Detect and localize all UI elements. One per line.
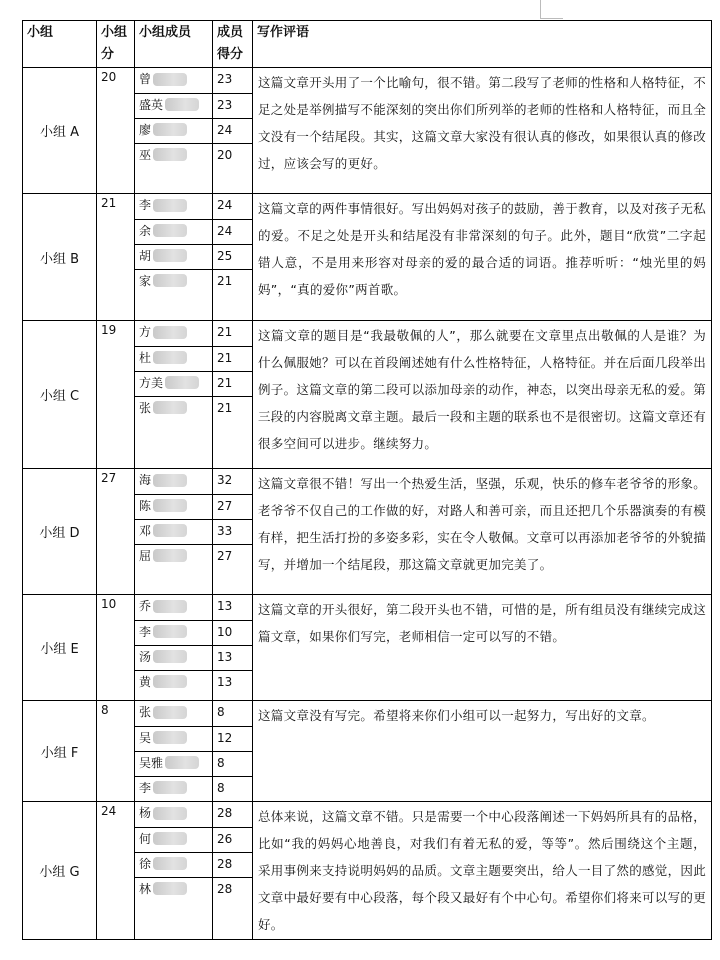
member-name-text: 杜 bbox=[139, 350, 152, 365]
member-score: 8 bbox=[217, 705, 225, 719]
comment-cell bbox=[253, 68, 712, 194]
member-name-text: 邓 bbox=[139, 523, 152, 538]
member-name-text: 吴 bbox=[139, 730, 152, 745]
evaluation-table bbox=[22, 20, 712, 940]
member-score: 32 bbox=[217, 473, 233, 487]
member-name bbox=[135, 94, 212, 116]
member-name-text: 林 bbox=[139, 881, 152, 896]
member-score: 8 bbox=[217, 755, 225, 770]
redaction-blur bbox=[153, 326, 187, 339]
redaction-blur bbox=[153, 549, 187, 562]
comment-cell bbox=[253, 194, 712, 321]
member-name-text: 李 bbox=[139, 198, 152, 212]
member-name-text: 方 bbox=[139, 325, 152, 339]
group-name: 小组 B bbox=[23, 194, 97, 321]
member-name bbox=[135, 245, 212, 267]
member-list bbox=[135, 68, 213, 194]
member-list bbox=[135, 469, 213, 595]
comment-cell bbox=[253, 321, 712, 469]
member-score: 25 bbox=[217, 248, 233, 263]
member-score: 10 bbox=[217, 624, 233, 639]
redaction-blur bbox=[165, 376, 199, 389]
member-name-text: 吴雅 bbox=[139, 755, 164, 770]
table-row bbox=[23, 595, 712, 701]
redaction-blur bbox=[165, 756, 199, 769]
member-score: 20 bbox=[217, 147, 233, 162]
writing-comment: 这篇文章开头用了一个比喻句，很不错。第二段写了老师的性格和人格特征，不足之处是举例描写不能深刻的突出你们所列举的老师的性格和人格特征，而且全文没有一个结尾段。其实，这篇文章大家没有很认真的修改，如果很认真的修改过，应该会写的更好。 bbox=[258, 75, 707, 171]
comment-cell bbox=[253, 802, 712, 940]
member-score: 27 bbox=[217, 548, 233, 563]
member-score: 21 bbox=[217, 400, 233, 415]
member-name-text: 杨 bbox=[139, 806, 152, 820]
redaction-blur bbox=[153, 499, 187, 512]
member-name-text: 李 bbox=[139, 780, 152, 795]
member-score-list bbox=[213, 595, 253, 701]
redaction-blur bbox=[153, 675, 187, 688]
member-list bbox=[135, 701, 213, 802]
member-name-text: 屈 bbox=[139, 548, 152, 563]
member-name-text: 余 bbox=[139, 223, 152, 238]
member-name bbox=[135, 520, 212, 542]
member-name bbox=[135, 802, 212, 824]
group-name: 小组 C bbox=[23, 321, 97, 469]
member-name-text: 何 bbox=[139, 831, 152, 846]
member-name-text: 汤 bbox=[139, 649, 152, 664]
member-name-text: 徐 bbox=[139, 856, 152, 871]
member-score-list bbox=[213, 469, 253, 595]
redaction-blur bbox=[153, 882, 187, 895]
member-name bbox=[135, 469, 212, 491]
redaction-blur bbox=[153, 274, 187, 287]
redaction-blur bbox=[153, 600, 187, 613]
member-score: 27 bbox=[217, 498, 233, 513]
table-row bbox=[23, 321, 712, 469]
member-score: 24 bbox=[217, 223, 233, 238]
redaction-blur bbox=[153, 781, 187, 794]
member-score: 28 bbox=[217, 881, 233, 896]
redaction-blur bbox=[153, 807, 187, 820]
member-name bbox=[135, 119, 212, 141]
redaction-blur bbox=[153, 731, 187, 744]
group-score: 20 bbox=[97, 68, 135, 194]
member-name-text: 李 bbox=[139, 624, 152, 639]
member-score: 8 bbox=[217, 780, 225, 795]
member-name bbox=[135, 372, 212, 394]
group-score: 10 bbox=[97, 595, 135, 701]
group-name: 小组 E bbox=[23, 595, 97, 701]
table-row bbox=[23, 469, 712, 595]
member-name bbox=[135, 701, 212, 723]
member-score-list bbox=[213, 701, 253, 802]
member-score-list bbox=[213, 68, 253, 194]
redaction-blur bbox=[153, 148, 187, 161]
member-score: 28 bbox=[217, 806, 233, 820]
member-list bbox=[135, 802, 213, 940]
header-member-score: 成员得分 bbox=[213, 21, 253, 68]
member-name bbox=[135, 495, 212, 517]
writing-comment: 这篇文章很不错！写出一个热爱生活，坚强，乐观，快乐的修车老爷爷的形象。老爷爷不仅自己的工作做的好，对路人和善可亲，而且还把几个乐器演奏的有模有样，把生活打扮的多姿多彩，实在令人敬佩。文章可以再添加老爷爷的外貌描写，并增加一个结尾段，那这篇文章就更加完美了。 bbox=[258, 476, 707, 572]
member-name bbox=[135, 321, 212, 343]
member-name bbox=[135, 671, 212, 693]
table-row bbox=[23, 802, 712, 940]
member-score: 12 bbox=[217, 730, 233, 745]
member-name bbox=[135, 144, 212, 166]
member-score-list bbox=[213, 802, 253, 940]
comment-cell bbox=[253, 469, 712, 595]
redaction-blur bbox=[153, 706, 187, 719]
member-score: 13 bbox=[217, 674, 233, 689]
member-name bbox=[135, 853, 212, 875]
table-row bbox=[23, 68, 712, 194]
member-name bbox=[135, 828, 212, 850]
member-list bbox=[135, 194, 213, 321]
member-name bbox=[135, 68, 212, 90]
header-group: 小组 bbox=[23, 21, 97, 68]
redaction-blur bbox=[153, 524, 187, 537]
member-name bbox=[135, 878, 212, 900]
member-name-text: 家 bbox=[139, 273, 152, 288]
header-comment: 写作评语 bbox=[253, 21, 712, 68]
member-name bbox=[135, 220, 212, 242]
member-name bbox=[135, 347, 212, 369]
redaction-blur bbox=[153, 474, 187, 487]
writing-comment: 这篇文章没有写完。希望将来你们小组可以一起努力，写出好的文章。 bbox=[258, 708, 655, 723]
writing-comment: 这篇文章的题目是“我最敬佩的人”，那么就要在文章里点出敬佩的人是谁？为什么佩服她？可以在首段阐述她有什么性格特征，人格特征。并在后面几段举出例子。这篇文章的第二段可以添加母亲的动作，神态，以突出母亲无私的爱。第三段的内容脱离文章主题。最后一段和主题的联系也不是很密切。这篇文章还有很多空间可以进步。继续努力。 bbox=[258, 328, 707, 451]
member-name bbox=[135, 270, 212, 292]
redaction-blur bbox=[153, 625, 187, 638]
member-name bbox=[135, 777, 212, 799]
redaction-blur bbox=[153, 73, 187, 86]
writing-comment: 这篇文章的两件事情很好。写出妈妈对孩子的鼓励，善于教育，以及对孩子无私的爱。不足之处是开头和结尾没有非常深刻的句子。此外，题目“欣赏”二字起错人意，不是用来形容对母亲的爱的最合适的词语。推荐听听：“烛光里的妈妈”，“真的爱你”两首歌。 bbox=[258, 201, 707, 297]
member-name-text: 海 bbox=[139, 473, 152, 487]
redaction-blur bbox=[153, 650, 187, 663]
comment-cell bbox=[253, 701, 712, 802]
member-name-text: 张 bbox=[139, 705, 152, 719]
member-list bbox=[135, 321, 213, 469]
member-score: 33 bbox=[217, 523, 233, 538]
redaction-blur bbox=[153, 401, 187, 414]
group-score: 27 bbox=[97, 469, 135, 595]
group-name: 小组 F bbox=[23, 701, 97, 802]
redaction-blur bbox=[153, 351, 187, 364]
header-members: 小组成员 bbox=[135, 21, 213, 68]
header-row bbox=[23, 21, 712, 68]
member-name-text: 曾 bbox=[139, 72, 152, 86]
member-name bbox=[135, 752, 212, 774]
redaction-blur bbox=[153, 123, 187, 136]
redaction-blur bbox=[153, 857, 187, 870]
group-score: 19 bbox=[97, 321, 135, 469]
member-name-text: 陈 bbox=[139, 498, 152, 513]
member-score: 28 bbox=[217, 856, 233, 871]
redaction-blur bbox=[153, 199, 187, 212]
member-score: 21 bbox=[217, 350, 233, 365]
member-name-text: 巫 bbox=[139, 147, 152, 162]
member-score-list bbox=[213, 194, 253, 321]
header-group-score: 小组分 bbox=[97, 21, 135, 68]
page-corner-mark bbox=[540, 0, 563, 19]
group-score: 8 bbox=[97, 701, 135, 802]
member-name-text: 方美 bbox=[139, 375, 164, 390]
member-name bbox=[135, 194, 212, 216]
comment-cell bbox=[253, 595, 712, 701]
group-score: 21 bbox=[97, 194, 135, 321]
member-score: 24 bbox=[217, 122, 233, 137]
group-name: 小组 A bbox=[23, 68, 97, 194]
member-score: 21 bbox=[217, 273, 233, 288]
member-name bbox=[135, 595, 212, 617]
member-name-text: 黄 bbox=[139, 674, 152, 689]
member-score: 23 bbox=[217, 72, 233, 86]
member-score: 13 bbox=[217, 649, 233, 664]
member-name-text: 廖 bbox=[139, 122, 152, 137]
member-name bbox=[135, 646, 212, 668]
writing-comment: 这篇文章的开头很好，第二段开头也不错，可惜的是，所有组员没有继续完成这篇文章，如果你们写完，老师相信一定可以写的不错。 bbox=[258, 602, 707, 644]
member-score: 21 bbox=[217, 325, 233, 339]
group-name: 小组 G bbox=[23, 802, 97, 940]
member-list bbox=[135, 595, 213, 701]
writing-comment: 总体来说，这篇文章不错。只是需要一个中心段落阐述一下妈妈所具有的品格，比如“我的妈妈心地善良，对我们有着无私的爱，等等”。然后围绕这个主题，采用事例来支持说明妈妈的品质。文章主题要突出，给人一目了然的感觉，因此文章中最好要有中心段落，每个段又最好有个中心句。希望你们将来可以写的更好。 bbox=[258, 809, 707, 932]
redaction-blur bbox=[153, 224, 187, 237]
member-score-list bbox=[213, 321, 253, 469]
member-name bbox=[135, 621, 212, 643]
member-name bbox=[135, 727, 212, 749]
member-score: 23 bbox=[217, 97, 233, 112]
member-name-text: 盛英 bbox=[139, 97, 164, 112]
member-name bbox=[135, 545, 212, 567]
redaction-blur bbox=[165, 98, 199, 111]
redaction-blur bbox=[153, 249, 187, 262]
member-name-text: 张 bbox=[139, 400, 152, 415]
member-score: 13 bbox=[217, 599, 233, 613]
table-row bbox=[23, 194, 712, 321]
member-name bbox=[135, 397, 212, 419]
member-score: 26 bbox=[217, 831, 233, 846]
redaction-blur bbox=[153, 832, 187, 845]
table-body bbox=[23, 68, 712, 940]
group-score: 24 bbox=[97, 802, 135, 940]
member-score: 21 bbox=[217, 375, 233, 390]
table-row bbox=[23, 701, 712, 802]
member-name-text: 乔 bbox=[139, 599, 152, 613]
group-name: 小组 D bbox=[23, 469, 97, 595]
member-score: 24 bbox=[217, 198, 233, 212]
member-name-text: 胡 bbox=[139, 248, 152, 263]
